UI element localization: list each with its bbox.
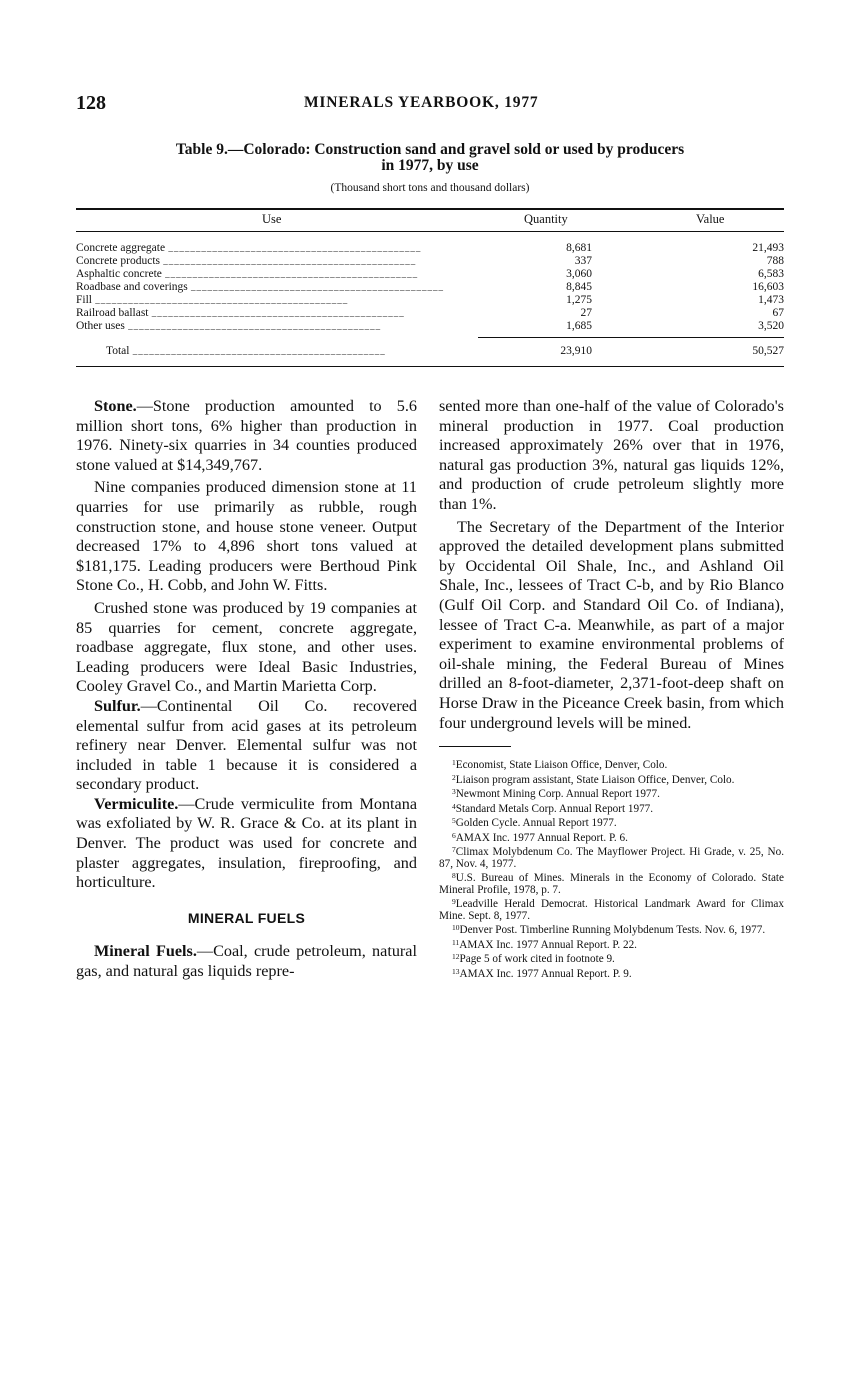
page-header: [76, 92, 784, 116]
footnote-text: Standard Metals Corp. Annual Report 1977.: [455, 802, 654, 815]
section-heading-mineral-fuels: MINERAL FUELS: [187, 909, 306, 926]
footnote-text: AMAX Inc. 1977 Annual Report. P. 6.: [455, 831, 628, 844]
cell-value: 21,493: [752, 242, 784, 254]
footnote-number: 3: [452, 787, 456, 797]
table-row: [76, 242, 784, 255]
footnote-text: AMAX Inc. 1977 Annual Report. P. 22.: [459, 938, 637, 951]
table-subtitle: (Thousand short tons and thousand dollars): [330, 182, 530, 194]
footnote-text: Climax Molybdenum Co. The Mayflower Project. Hi Grade, v. 25, No. 87, Nov. 4, 1977.: [439, 846, 784, 870]
table-top-rule: [76, 208, 784, 210]
mineral-fuels-paragraph: Mineral Fuels.—Coal, crude petroleum, natural gas, and natural gas liquids repre-: [76, 942, 417, 981]
cell-use: Fill _____: [76, 294, 456, 307]
sulfur-paragraph: Sulfur.—Continental Oil Co. recovered elemental sulfur from acid gases at its petroleum refinery near Denver. Elemental sulfur was not included in table 1 because it is considered a secondary product.: [76, 696, 417, 794]
footnote-number: 9: [452, 897, 456, 907]
footnote-text: Denver Post. Timberline Running Molybdenum Tests. Nov. 6, 1977.: [459, 924, 766, 937]
cell-use: Concrete products _____: [76, 255, 456, 268]
footnote-number: 12: [452, 952, 460, 962]
table-row: [76, 255, 784, 268]
footnote-number: 5: [452, 816, 456, 826]
footnote-text: Liaison program assistant, State Liaison Office, Denver, Colo.: [455, 773, 735, 786]
cell-quantity: 8,681: [566, 242, 592, 254]
cell-quantity: 27: [580, 307, 592, 319]
total-quantity: 23,910: [560, 345, 592, 357]
table-title-line-1: Table 9.—Colorado: Construction sand and gravel sold or used by producers: [175, 141, 685, 158]
footnote: [439, 896, 784, 922]
cell-quantity: 3,060: [566, 268, 592, 280]
table-body: [76, 242, 784, 333]
oil-shale-paragraph: The Secretary of the Department of the Interior approved the detailed development plans submitted by Occidental Oil Shale, Inc., and Ashland Oil Shale, Inc., lessees of Tract C-b, and by Rio Blanco (Gulf Oil Corp. and Standard Oil Co. of Indiana), lessee of Tract C-a. Meanwhile, as part of a major experiment to examine environmental problems of oil-shale mining, the Federal Bureau of Mines drilled an 8-foot-diameter, 2,371-foot-deep shaft on Horse Draw in the Piceance Creek basin, from which four underground levels will be mined.: [439, 517, 784, 732]
table-title-line-2: in 1977, by use: [381, 157, 479, 174]
stone-run-in-head: Stone.: [94, 397, 137, 415]
cell-quantity: 337: [574, 255, 592, 267]
crushed-stone-paragraph: Crushed stone was produced by 19 companies at 85 quarries for cement, concrete aggregate, roadbase aggregate, flux stone, and other uses. Leading producers were Ideal Basic Industries, Cooley Gravel Co., and Martin Marietta Corp.: [76, 598, 417, 696]
stone-paragraph: Stone.—Stone production amounted to 5.6 million short tons, 6% higher than production in 1976. Ninety-six quarries in 34 counties produced stone valued at $14,349,767.: [76, 397, 417, 474]
footnote: [439, 786, 784, 801]
footnote-text: Leadville Herald Democrat. Historical Landmark Award for Climax Mine. Sept. 8, 1977.: [439, 898, 784, 922]
table-row: [76, 307, 784, 320]
cell-value: 6,583: [758, 268, 784, 280]
table-row: [76, 320, 784, 333]
footnote-text: Economist, State Liaison Office, Denver, Colo.: [455, 759, 668, 772]
cell-use: Other uses _____: [76, 320, 456, 333]
footnote-number: 13: [452, 966, 460, 976]
total-rule: [478, 337, 784, 338]
footnote: [439, 757, 784, 772]
footnote-rule: [439, 746, 511, 747]
cell-use: Concrete aggregate _____: [76, 242, 456, 255]
cell-value: 1,473: [758, 294, 784, 306]
table-row: [76, 281, 784, 294]
footnote: [439, 830, 784, 845]
footnote: [439, 815, 784, 830]
footnote-text: Page 5 of work cited in footnote 9.: [459, 953, 615, 966]
footnote-number: 10: [452, 923, 460, 933]
footnote-number: 11: [452, 937, 460, 947]
footnote-number: 7: [452, 845, 456, 855]
table-bottom-rule: [76, 366, 784, 367]
footnote-text: Newmont Mining Corp. Annual Report 1977.: [455, 788, 660, 801]
footnote-number: 8: [452, 871, 456, 881]
table-row: [76, 268, 784, 281]
table-total-row: [76, 345, 784, 358]
footnote-number: 2: [452, 772, 456, 782]
cell-use: Asphaltic concrete _____: [76, 268, 456, 281]
footnote: [439, 951, 784, 966]
table-header-rule: [76, 231, 784, 232]
dimension-stone-paragraph: Nine companies produced dimension stone at 11 quarries for use primarily as rubble, rough construction stone, and house stone veneer. Output decreased 17% to 4,896 short tons valued at $181,175. Leading producers were Berthoud Pink Stone Co., H. Cobb, and John W. Fitts.: [76, 478, 417, 595]
cell-quantity: 8,845: [566, 281, 592, 293]
cell-value: 16,603: [752, 281, 784, 293]
sulfur-run-in-head: Sulfur.: [94, 696, 141, 715]
column-header-use: Use: [262, 212, 282, 226]
table-row: [76, 294, 784, 307]
total-label: Total _____: [106, 345, 456, 358]
footnote-number: 4: [452, 801, 456, 811]
cell-use: Roadbase and coverings _____: [76, 281, 456, 294]
footnote: [439, 844, 784, 870]
footnote-number: 6: [452, 830, 456, 840]
footnote: [439, 966, 784, 981]
column-header-value: Value: [696, 212, 725, 226]
mineral-fuels-run-in-head: Mineral Fuels.: [94, 942, 197, 961]
footnote: [439, 801, 784, 816]
total-value: 50,527: [752, 345, 784, 357]
footnotes: [439, 757, 784, 980]
footnote-number: 1: [452, 758, 456, 768]
right-column: [439, 397, 784, 980]
cell-quantity: 1,275: [566, 294, 592, 306]
cell-value: 67: [772, 307, 784, 319]
footnote-text: AMAX Inc. 1977 Annual Report. P. 9.: [459, 967, 632, 980]
left-column: [76, 397, 417, 982]
vermiculite-run-in-head: Vermiculite.: [94, 794, 179, 813]
cell-quantity: 1,685: [566, 320, 592, 332]
column-header-quantity: Quantity: [524, 212, 568, 226]
cell-value: 788: [766, 255, 784, 267]
footnote-text: Golden Cycle. Annual Report 1977.: [455, 817, 617, 830]
page-number: 128: [76, 92, 106, 114]
footnote: [439, 870, 784, 896]
running-title: MINERALS YEARBOOK, 1977: [304, 94, 539, 111]
footnote: [439, 922, 784, 937]
cell-value: 3,520: [758, 320, 784, 332]
footnote: [439, 937, 784, 952]
cell-use: Railroad ballast _____: [76, 307, 456, 320]
vermiculite-paragraph: Vermiculite.—Crude vermiculite from Montana was exfoliated by W. R. Grace & Co. at its plant in Denver. The product was used for concrete and plaster aggregates, insulation, fireproofing, and horticulture.: [76, 794, 417, 892]
mineral-fuels-continuation: sented more than one-half of the value of Colorado's mineral production in 1977. Coal production increased approximately 26% over that in 1976, natural gas production 3%, natural gas liquids 12%, and production of crude petroleum slightly more than 1%.: [439, 397, 784, 513]
footnote-text: U.S. Bureau of Mines. Minerals in the Economy of Colorado. State Mineral Profile, 1978, p. 7.: [439, 872, 784, 896]
table-title: [76, 142, 784, 174]
footnote: [439, 772, 784, 787]
